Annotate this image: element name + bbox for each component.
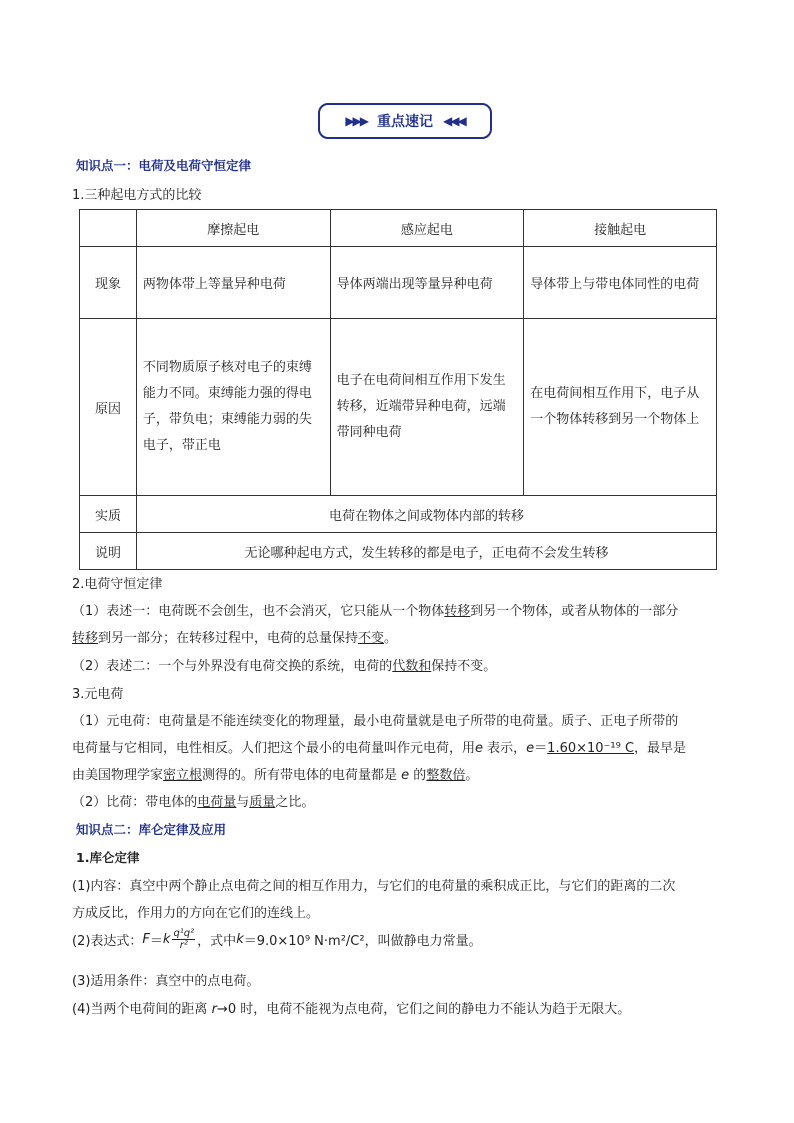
table-header bbox=[80, 210, 137, 247]
row-label: 原因 bbox=[80, 319, 137, 496]
table-row bbox=[80, 533, 717, 570]
table-header: 摩擦起电 bbox=[136, 210, 330, 247]
banner-title: 重点速记 bbox=[377, 114, 433, 130]
fraction: q¹q² r² bbox=[173, 928, 195, 951]
paragraph: 转移到另一部分；在转移过程中，电荷的总量保持不变。 bbox=[72, 631, 398, 646]
section-3-title: 3.元电荷 bbox=[72, 687, 124, 702]
section-2-title: 2.电荷守恒定律 bbox=[72, 577, 163, 592]
table-cell: 在电荷间相互作用下，电子从一个物体转移到另一个物体上 bbox=[524, 319, 717, 496]
table-cell: 两物体带上等量异种电荷 bbox=[136, 247, 330, 319]
left-arrows-icon: ◀◀◀ bbox=[443, 114, 465, 128]
table-header: 感应起电 bbox=[330, 210, 524, 247]
table-cell: 电子在电荷间相互作用下发生转移，近端带异种电荷，远端带同种电荷 bbox=[330, 319, 524, 496]
section-4-title: 1.库仑定律 bbox=[76, 850, 140, 865]
right-arrows-icon: ▶▶▶ bbox=[345, 114, 367, 128]
row-label: 现象 bbox=[80, 247, 137, 319]
paragraph: （2）表述二：一个与外界没有电荷交换的系统，电荷的代数和保持不变。 bbox=[72, 659, 497, 674]
table-header: 接触起电 bbox=[524, 210, 717, 247]
table-cell-merged: 无论哪种起电方式，发生转移的都是电子，正电荷不会发生转移 bbox=[136, 533, 716, 570]
paragraph: (4)当两个电荷间的距离 r→0 时，电荷不能视为点电荷，它们之间的静电力不能认为趋于无限大。 bbox=[72, 1002, 631, 1017]
table-header-row bbox=[80, 210, 717, 247]
row-label: 实质 bbox=[80, 496, 137, 533]
comparison-table bbox=[79, 209, 717, 570]
table-row bbox=[80, 319, 717, 496]
section-banner bbox=[318, 103, 492, 139]
formula-line: (2)表达式： F ＝ k q¹q² r² ，式中 k ＝9.0×10⁹ N·m²/C²，叫做静电力常量。 bbox=[72, 928, 482, 951]
paragraph: （2）比荷：带电体的电荷量与质量之比。 bbox=[72, 795, 315, 810]
table-cell: 导体两端出现等量异种电荷 bbox=[330, 247, 524, 319]
paragraph: (1)内容：真空中两个静止点电荷之间的相互作用力，与它们的电荷量的乘积成正比，与它们的距离的二次 bbox=[72, 879, 676, 894]
table-cell: 导体带上与带电体同性的电荷 bbox=[524, 247, 717, 319]
paragraph: （1）表述一：电荷既不会创生，也不会消灭，它只能从一个物体转移到另一个物体，或者从物体的一部分 bbox=[72, 604, 679, 619]
paragraph: （1）元电荷：电荷量是不能连续变化的物理量，最小电荷量就是电子所带的电荷量。质子、正电子所带的 bbox=[72, 714, 679, 729]
table-row bbox=[80, 496, 717, 533]
row-label: 说明 bbox=[80, 533, 137, 570]
table-cell: 不同物质原子核对电子的束缚能力不同。束缚能力强的得电子，带负电；束缚能力弱的失电子，带正电 bbox=[136, 319, 330, 496]
knowledge-point-2-title: 知识点二：库仑定律及应用 bbox=[76, 822, 227, 837]
table-cell-merged: 电荷在物体之间或物体内部的转移 bbox=[136, 496, 716, 533]
section-1-title: 1.三种起电方式的比较 bbox=[72, 188, 202, 203]
knowledge-point-1-title: 知识点一：电荷及电荷守恒定律 bbox=[76, 158, 252, 173]
paragraph: 由美国物理学家密立根测得的。所有带电体的电荷量都是 e 的整数倍。 bbox=[72, 768, 479, 783]
paragraph: (3)适用条件：真空中的点电荷。 bbox=[72, 974, 260, 989]
paragraph: 方成反比，作用力的方向在它们的连线上。 bbox=[72, 906, 320, 921]
paragraph: 电荷量与它相同，电性相反。人们把这个最小的电荷量叫作元电荷，用e 表示，e＝1.60×10⁻¹⁹ C，最早是 bbox=[72, 741, 687, 756]
table-row bbox=[80, 247, 717, 319]
